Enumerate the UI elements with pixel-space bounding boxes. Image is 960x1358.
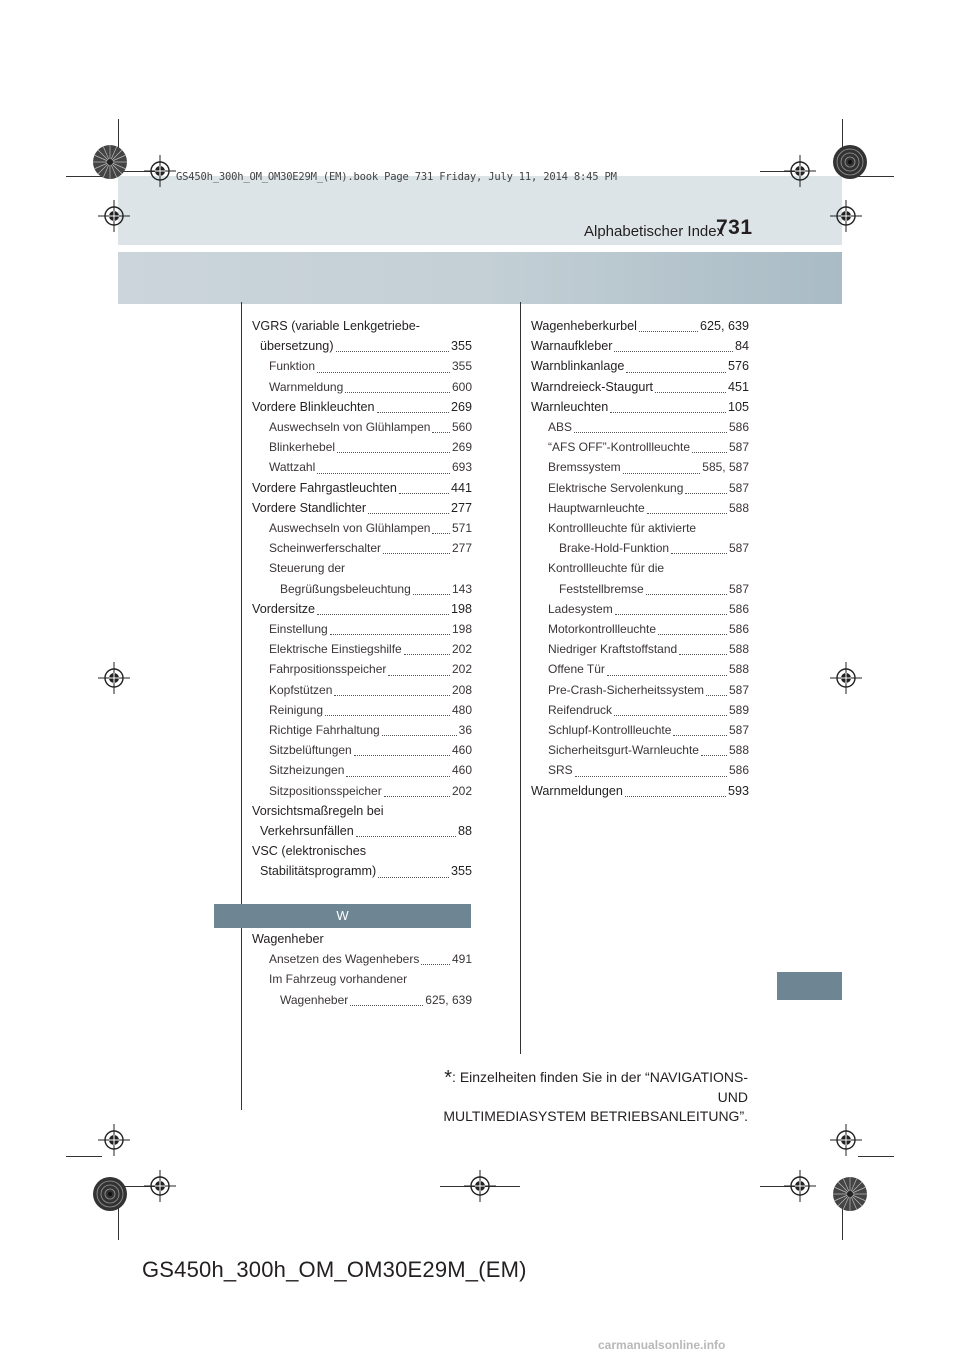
index-entry-label: Wagenheber — [280, 992, 349, 1007]
index-entry-label: Offene Tür — [548, 662, 605, 677]
header-band-bottom — [118, 252, 842, 304]
index-entry — [252, 316, 472, 336]
index-entry-page: 460 — [451, 743, 472, 758]
index-entry — [252, 397, 472, 417]
index-entry — [252, 457, 472, 477]
crop-line — [66, 1156, 102, 1157]
index-entry-label: Ansetzen des Wagenhebers — [269, 952, 420, 967]
index-entry-label: Warnmeldungen — [531, 783, 623, 798]
index-entry — [531, 599, 749, 619]
index-entry-label: Warnleuchten — [531, 399, 609, 414]
index-entry-page: 588 — [728, 500, 749, 515]
registration-mark-icon — [144, 155, 176, 187]
index-entry-label: VGRS (variable Lenkgetriebe- — [252, 319, 420, 333]
dot-leader — [330, 633, 450, 635]
index-entry-label: Elektrische Servolenkung — [548, 480, 684, 495]
dot-leader — [701, 754, 727, 756]
page-number: 731 — [716, 216, 753, 239]
registration-mark-icon — [98, 662, 130, 694]
index-entry — [252, 861, 472, 881]
footnote — [430, 1068, 748, 1126]
index-entry-label: Einstellung — [269, 622, 328, 637]
index-entry-label: Warndreieck-Staugurt — [531, 379, 654, 394]
index-entry-label: Blinkerhebel — [269, 440, 336, 455]
index-entry-label: Sitzbelüftungen — [269, 743, 352, 758]
index-entry-label: Vordere Fahrgastleuchten — [252, 480, 397, 495]
index-entry-page: 586 — [728, 622, 749, 637]
index-entry-label: Im Fahrzeug vorhandener — [269, 972, 408, 987]
index-entry-page: 587 — [728, 480, 749, 495]
dot-leader — [432, 532, 450, 534]
index-entry — [252, 356, 472, 376]
index-entry — [531, 538, 749, 558]
index-entry-page: 587 — [728, 581, 749, 596]
index-column-right — [531, 316, 749, 801]
index-entry — [531, 619, 749, 639]
dot-leader — [378, 876, 449, 878]
index-entry-page: 693 — [451, 460, 472, 475]
index-entry-label: Warnmeldung — [269, 379, 344, 394]
index-entry-label: Vordere Standlichter — [252, 500, 367, 515]
index-entry — [531, 518, 749, 538]
index-entry-label: Funktion — [269, 359, 316, 374]
index-entry — [531, 316, 749, 336]
index-entry-page: 480 — [451, 702, 472, 717]
index-entry-page: 208 — [451, 682, 472, 697]
index-entry-page: 585, 587 — [702, 460, 749, 475]
index-entry-label: Sitzpositionsspeicher — [269, 783, 382, 798]
dot-leader — [647, 512, 727, 514]
index-entry-page: 600 — [451, 379, 472, 394]
index-entry-page: 586 — [728, 763, 749, 778]
index-entry-page: 587 — [728, 723, 749, 738]
dot-leader — [325, 714, 450, 716]
dot-leader — [575, 775, 727, 777]
index-entry — [531, 700, 749, 720]
index-entry-label: Niedriger Kraftstoffstand — [548, 642, 678, 657]
thumb-tab-marker — [777, 972, 842, 1000]
registration-mark-icon — [464, 1170, 496, 1202]
index-entry — [252, 740, 472, 760]
dot-leader — [404, 653, 450, 655]
index-entry — [531, 579, 749, 599]
radial-target-icon — [92, 144, 128, 180]
index-entry-page: 587 — [728, 682, 749, 697]
index-entry — [252, 619, 472, 639]
index-entry-page: 105 — [727, 399, 749, 414]
document-code: GS450h_300h_OM_OM30E29M_(EM) — [142, 1257, 527, 1282]
index-entry-label: SRS — [548, 763, 573, 778]
dot-leader — [337, 451, 450, 453]
index-entry-label: Sitzheizungen — [269, 763, 345, 778]
dot-leader — [639, 330, 698, 332]
dot-leader — [356, 835, 456, 837]
index-entry — [531, 377, 749, 397]
dot-leader — [336, 350, 449, 352]
index-entry-label: Schlupf-Kontrollleuchte — [548, 723, 672, 738]
watermark: carmanualsonline.info — [598, 1338, 726, 1352]
index-entry — [252, 478, 472, 498]
index-entry — [252, 599, 472, 619]
index-entry-page: 588 — [728, 662, 749, 677]
index-entry — [252, 518, 472, 538]
dot-leader — [334, 694, 450, 696]
index-entry-page: 355 — [450, 339, 472, 354]
index-entry-page: 355 — [451, 359, 472, 374]
dot-leader — [625, 795, 726, 797]
index-entry-label: Kontrollleuchte für die — [548, 561, 665, 576]
index-entry — [252, 680, 472, 700]
index-entry-label: ABS — [548, 420, 573, 435]
index-entry-page: 198 — [450, 601, 472, 616]
index-entry-label: übersetzung) — [260, 339, 334, 354]
index-entry — [252, 558, 472, 578]
registration-mark-icon — [98, 200, 130, 232]
index-entry-page: 269 — [450, 399, 472, 414]
index-entry-page: 355 — [450, 864, 472, 879]
dot-leader — [679, 653, 727, 655]
dot-leader — [646, 593, 727, 595]
file-info-stamp: GS450h_300h_OM_OM30E29M_(EM).book Page 731 Friday, July 11, 2014 8:45 PM — [176, 171, 617, 183]
index-entry — [252, 498, 472, 518]
index-entry — [252, 579, 472, 599]
index-entry-page: 88 — [457, 824, 472, 839]
radial-target-icon — [832, 144, 868, 180]
dot-leader — [382, 734, 457, 736]
dot-leader — [345, 391, 450, 393]
index-entry — [531, 437, 749, 457]
index-entry-page: 625, 639 — [699, 319, 749, 333]
index-entry-label: Vordersitze — [252, 601, 315, 616]
index-entry-label: Hauptwarnleuchte — [548, 500, 645, 515]
index-entry-page: 576 — [727, 359, 749, 374]
index-entry-label: Begrüßungsbeleuchtung — [280, 581, 411, 596]
index-entry-page: 586 — [728, 601, 749, 616]
index-entry-page: 441 — [450, 480, 472, 495]
index-entry — [252, 821, 472, 841]
dot-leader — [685, 492, 727, 494]
index-entry — [531, 680, 749, 700]
registration-mark-icon — [830, 200, 862, 232]
index-entry-label: Scheinwerferschalter — [269, 541, 382, 556]
index-entry — [252, 437, 472, 457]
index-entry-page: 560 — [451, 420, 472, 435]
index-entry-page: 491 — [451, 952, 472, 967]
index-entry-label: Wagenheber — [252, 932, 324, 946]
dot-leader — [346, 775, 450, 777]
dot-leader — [626, 371, 726, 373]
registration-mark-icon — [784, 155, 816, 187]
index-entry-page: 460 — [451, 763, 472, 778]
index-entry — [252, 336, 472, 356]
index-entry-label: Stabilitätsprogramm) — [260, 864, 377, 879]
index-entry-label: Pre-Crash-Sicherheitssystem — [548, 682, 705, 697]
dot-leader — [692, 451, 727, 453]
index-entry-page: 625, 639 — [425, 992, 472, 1007]
dot-leader — [574, 431, 727, 433]
index-entry — [252, 639, 472, 659]
dot-leader — [671, 552, 727, 554]
index-entry-page: 589 — [728, 702, 749, 717]
index-entry — [531, 659, 749, 679]
index-entry-page: 587 — [728, 440, 749, 455]
index-entry-label: Warnblinkanlage — [531, 359, 625, 374]
index-entry-label: VSC (elektronisches — [252, 844, 367, 859]
dot-leader — [432, 431, 450, 433]
index-entry-label: Bremssystem — [548, 460, 621, 475]
index-entry — [531, 478, 749, 498]
index-entry-label: Vorsichtsmaßregeln bei — [252, 803, 384, 818]
index-entry — [531, 740, 749, 760]
index-entry-label: Kontrollleuchte für aktivierte — [548, 521, 697, 536]
index-entry — [252, 929, 472, 949]
index-entry — [252, 760, 472, 780]
index-entry-page: 588 — [728, 743, 749, 758]
dot-leader — [384, 795, 450, 797]
section-heading-w: W — [214, 904, 471, 928]
index-entry-page: 198 — [451, 622, 472, 637]
index-entry — [252, 659, 472, 679]
index-entry-label: Richtige Fahrhaltung — [269, 723, 380, 738]
index-entry-page: 587 — [728, 541, 749, 556]
index-entry-label: Kopfstützen — [269, 682, 333, 697]
index-column-left — [252, 316, 472, 882]
index-entry-label: Brake-Hold-Funktion — [559, 541, 670, 556]
index-column-w-section — [252, 929, 472, 1010]
dot-leader — [607, 674, 727, 676]
index-entry — [252, 990, 472, 1010]
index-entry — [531, 781, 749, 801]
index-entry-page: 202 — [451, 642, 472, 657]
index-entry-page: 36 — [458, 723, 472, 738]
dot-leader — [368, 512, 449, 514]
dot-leader — [413, 593, 450, 595]
left-margin-rule — [241, 302, 242, 1110]
index-entry-label: Elektrische Einstiegshilfe — [269, 642, 402, 657]
dot-leader — [615, 613, 727, 615]
radial-target-icon — [92, 1176, 128, 1212]
footnote-line-1: : Einzelheiten finden Sie in der “NAVIGATIONS- UND — [452, 1069, 748, 1105]
index-entry-label: Auswechseln von Glühlampen — [269, 521, 431, 536]
dot-leader — [399, 492, 449, 494]
crop-line — [858, 1156, 894, 1157]
index-entry-label: Ladesystem — [548, 601, 613, 616]
dot-leader — [317, 472, 450, 474]
index-entry-page: 277 — [451, 541, 472, 556]
index-entry — [252, 720, 472, 740]
index-entry-label: Feststellbremse — [559, 581, 644, 596]
index-entry — [252, 949, 472, 969]
dot-leader — [658, 633, 727, 635]
index-entry — [531, 760, 749, 780]
dot-leader — [317, 613, 449, 615]
footnote-line-2: MULTIMEDIASYSTEM BETRIEBSANLEITUNG”. — [443, 1108, 748, 1124]
index-entry-page: 571 — [451, 521, 472, 536]
radial-target-icon — [832, 1176, 868, 1212]
index-entry — [252, 377, 472, 397]
index-entry-page: 143 — [451, 581, 472, 596]
index-entry — [531, 457, 749, 477]
index-entry-page: 202 — [451, 783, 472, 798]
index-entry-label: “AFS OFF”-Kontrollleuchte — [548, 440, 691, 455]
index-entry-label: Vordere Blinkleuchten — [252, 399, 375, 414]
index-entry-page: 84 — [734, 339, 749, 354]
index-entry-label: Motorkontrollleuchte — [548, 622, 657, 637]
index-entry-page: 588 — [728, 642, 749, 657]
index-entry-page: 277 — [450, 500, 472, 515]
dot-leader — [377, 411, 449, 413]
index-entry — [252, 969, 472, 989]
index-entry — [531, 417, 749, 437]
index-entry-label: Reinigung — [269, 702, 324, 717]
dot-leader — [421, 963, 450, 965]
index-entry — [531, 356, 749, 376]
index-entry-page: 451 — [727, 379, 749, 394]
index-entry-label: Verkehrsunfällen — [260, 824, 354, 839]
index-entry-page: 593 — [727, 783, 749, 798]
index-entry — [531, 498, 749, 518]
index-entry-label: Wattzahl — [269, 460, 316, 475]
index-entry — [252, 781, 472, 801]
dot-leader — [655, 391, 726, 393]
registration-mark-icon — [784, 1170, 816, 1202]
index-entry — [252, 801, 472, 821]
index-entry-label: Fahrpositionsspeicher — [269, 662, 387, 677]
index-entry-page: 202 — [451, 662, 472, 677]
index-entry — [531, 720, 749, 740]
dot-leader — [614, 714, 727, 716]
registration-mark-icon — [830, 662, 862, 694]
index-entry-label: Sicherheitsgurt-Warnleuchte — [548, 743, 699, 758]
index-entry-label: Steuerung der — [269, 561, 346, 576]
index-entry — [531, 397, 749, 417]
dot-leader — [614, 350, 733, 352]
index-entry-page: 269 — [451, 440, 472, 455]
dot-leader — [610, 411, 726, 413]
registration-mark-icon — [144, 1170, 176, 1202]
index-entry-label: Wagenheberkurbel — [531, 319, 637, 333]
index-entry — [531, 558, 749, 578]
dot-leader — [317, 371, 450, 373]
column-divider-rule — [520, 302, 521, 1054]
dot-leader — [350, 1004, 423, 1006]
index-entry — [531, 639, 749, 659]
dot-leader — [383, 552, 450, 554]
index-entry — [531, 336, 749, 356]
index-entry-label: Auswechseln von Glühlampen — [269, 420, 431, 435]
index-entry — [252, 700, 472, 720]
dot-leader — [354, 754, 450, 756]
footnote-asterisk: * — [444, 1067, 453, 1089]
dot-leader — [673, 734, 727, 736]
dot-leader — [623, 472, 701, 474]
index-entry — [252, 417, 472, 437]
index-entry-label: Warnaufkleber — [531, 339, 613, 354]
index-entry-page: 586 — [728, 420, 749, 435]
registration-mark-icon — [98, 1124, 130, 1156]
dot-leader — [706, 694, 727, 696]
registration-mark-icon — [830, 1124, 862, 1156]
dot-leader — [388, 674, 450, 676]
header-title: Alphabetischer Index — [584, 223, 725, 240]
index-entry — [252, 841, 472, 861]
index-entry — [252, 538, 472, 558]
index-entry-label: Reifendruck — [548, 702, 613, 717]
